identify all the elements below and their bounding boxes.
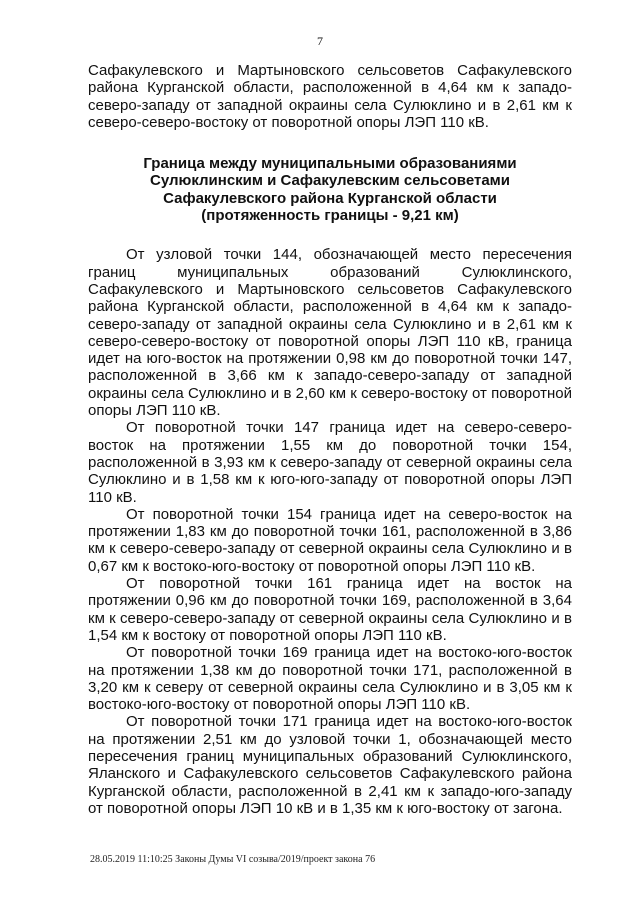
body-paragraph: От узловой точки 144, обозначающей место пересечения границ муниципальных образований Сулюклинского, Сафакулевского и Мартыновского сельсоветов Сафакулевского района Курганской области, расположенной в 4,64 км к западо-северо-западу от западной окраины села Сулюклино и в 2,61 км к северо-северо-востоку от поворотной опоры ЛЭП 110 кВ, граница идет на юго-восток на протяжении 0,98 км до поворотной точки 147, расположенной в 3,66 км к западо-северо-западу от западной окраины села Сулюклино и в 2,60 км к северо-востоку от поворотной опоры ЛЭП 110 кВ.	[88, 246, 572, 420]
intro-paragraph: Сафакулевского и Мартыновского сельсоветов Сафакулевского района Курганской области, расположенной в 4,64 км к западо-северо-западу от западной окраины села Сулюклино и в 2,61 км к северо-северо-востоку от поворотной опоры ЛЭП 110 кВ.	[88, 62, 572, 131]
body-paragraph: От поворотной точки 154 граница идет на северо-восток на протяжении 1,83 км до поворотной точки 161, расположенной в 3,86 км к северо-северо-западу от северной окраины села Сулюклино и в 0,67 км к востоко-юго-востоку от поворотной опоры ЛЭП 110 кВ.	[88, 505, 572, 575]
heading-line: Граница между муниципальными образованиями	[143, 155, 517, 173]
document-body	[88, 62, 572, 817]
heading-line: (протяженность границы - 9,21 км)	[201, 207, 459, 225]
body-paragraph: От поворотной точки 147 граница идет на северо-северо-восток на протяжении 1,55 км до поворотной точки 154, расположенной в 3,93 км к северо-западу от северной окраины села Сулюклино и в 1,58 км к юго-юго-западу от поворотной опоры ЛЭП 110 кВ.	[88, 419, 572, 506]
heading-line: Сулюклинским и Сафакулевским сельсоветами	[150, 172, 510, 190]
section-heading	[88, 155, 572, 224]
body-paragraph: От поворотной точки 161 граница идет на восток на протяжении 0,96 км до поворотной точки 169, расположенной в 3,64 км к северо-северо-западу от северной окраины села Сулюклино и в 1,54 км к востоку от поворотной опоры ЛЭП 110 кВ.	[88, 575, 572, 644]
page-number: 7	[317, 34, 323, 48]
body-paragraph: От поворотной точки 171 граница идет на востоко-юго-восток на протяжении 2,51 км до узловой точки 1, обозначающей место пересечения границ муниципальных образований Сулюклинского, Яланского и Сафакулевского сельсоветов Сафакулевского района Курганской области, расположенной в 2,41 км к западо-юго-западу от поворотной опоры ЛЭП 10 кВ и в 1,35 км к юго-востоку от загона.	[88, 713, 572, 817]
heading-line: Сафакулевского района Курганской области	[163, 189, 497, 207]
document-footer: 28.05.2019 11:10:25 Законы Думы VI созыва/2019/проект закона 76	[90, 854, 376, 865]
body-paragraph: От поворотной точки 169 граница идет на востоко-юго-восток на протяжении 1,38 км до поворотной точки 171, расположенной в 3,20 км к северу от северной окраины села Сулюклино и в 3,05 км к востоко-юго-востоку от поворотной опоры ЛЭП 110 кВ.	[88, 644, 572, 714]
